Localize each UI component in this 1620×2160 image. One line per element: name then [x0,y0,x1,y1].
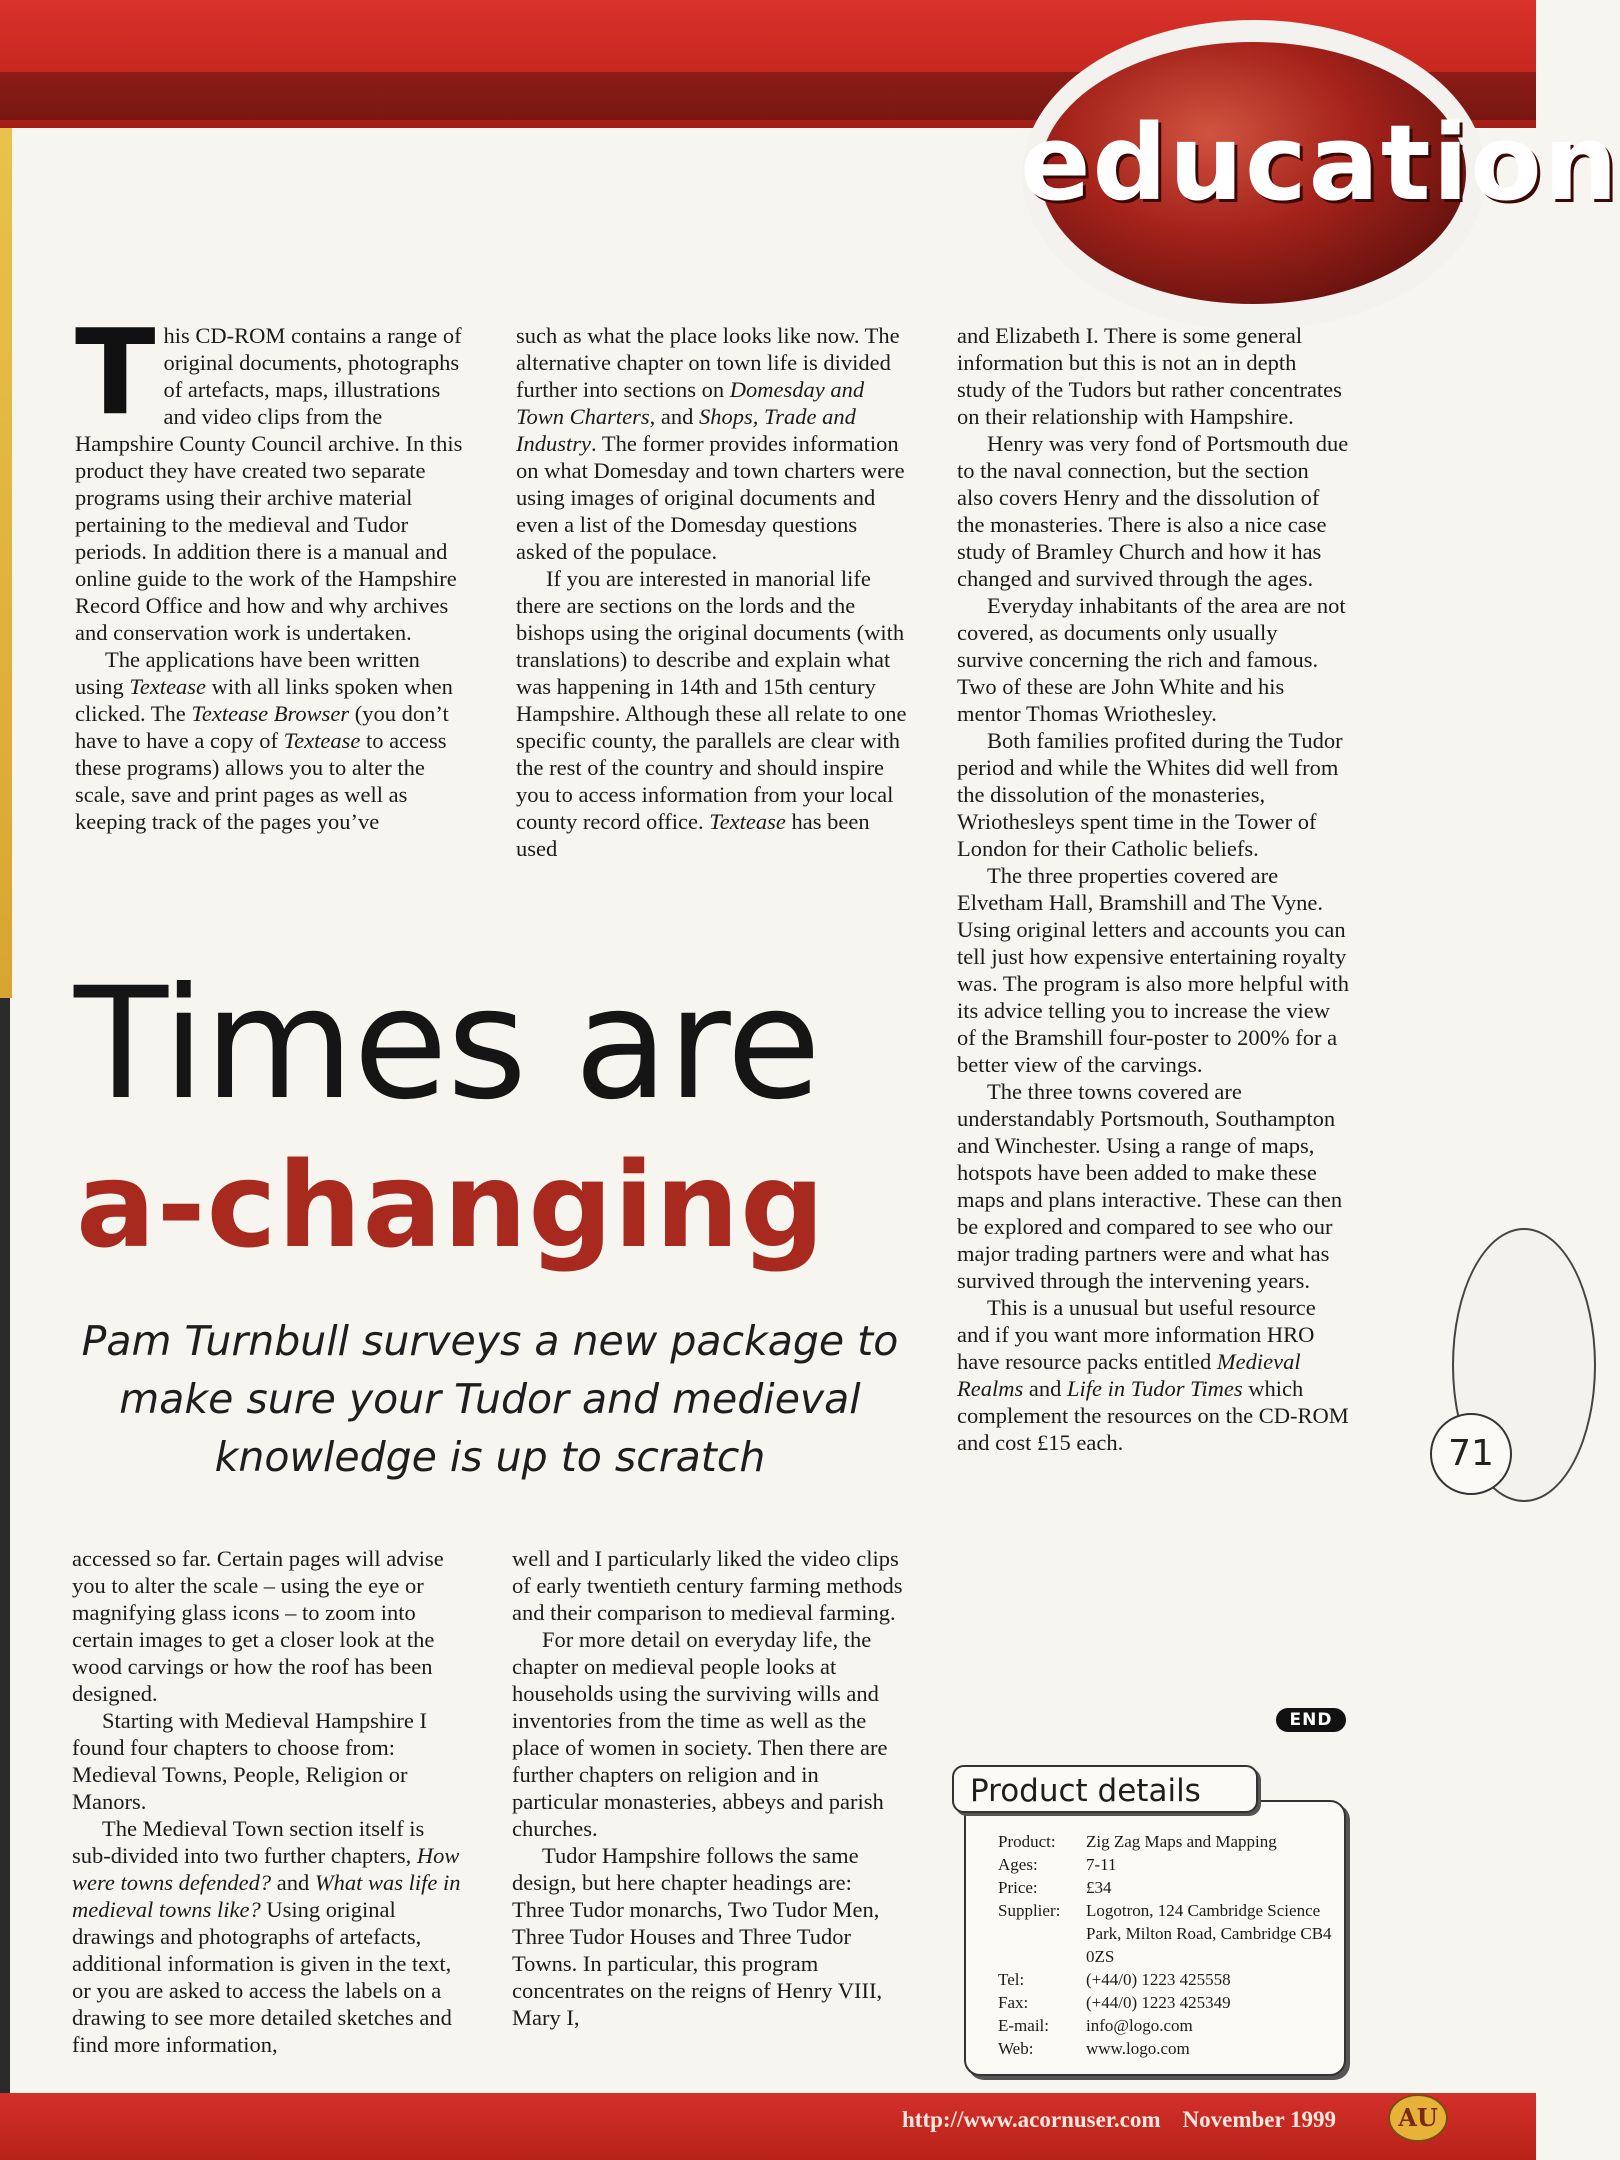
product-detail-key: Fax: [998,1993,1029,2012]
paragraph: The applications have been written using Textease with all links spoken when clicked. The Textease Browser (you don’t have to have a copy of Textease to access these programs) allows you to alter the scale, save and print pages as well as keeping track of the pages you’ve [75,647,453,834]
product-detail-value: Logotron, 124 Cambridge Science Park, Milton Road, Cambridge CB4 0ZS [1086,1901,1332,1966]
product-detail-key: Web: [998,2039,1034,2058]
product-detail-value: £34 [1086,1878,1112,1897]
standfirst: Pam Turnbull surveys a new package to make sure your Tudor and medieval knowledge is up to scratch [81,1317,899,1481]
footer-date: November 1999 [1182,2107,1337,2132]
product-detail-key: Ages: [998,1855,1038,1874]
product-detail-value: (+44/0) 1223 425558 [1086,1970,1231,1989]
end-marker: END [1276,1708,1346,1732]
product-detail-row [998,1968,1338,1991]
product-detail-value: info@logo.com [1086,2016,1193,2035]
product-detail-key: Tel: [998,1970,1025,1989]
article-column-3 [957,322,1349,1456]
paragraph: well and I particularly liked the video clips of early twentieth century farming methods and their comparison to medieval farming. [512,1546,903,1625]
article-column-1-bottom [72,1545,464,2058]
product-detail-row [998,1991,1338,2014]
paragraph: his CD-ROM contains a range of original documents, photographs of artefacts, maps, illustrations and video clips from the Hampshire County Council archive. In this product they have created two separate programs using their archive material pertaining to the medieval and Tudor periods. In addition there is a manual and online guide to the work of the Hampshire Record Office and how and why archives and conservation work is undertaken. [75,323,463,645]
product-detail-value: 7-11 [1086,1855,1117,1874]
page-number: 71 [1430,1413,1512,1495]
product-detail-row [998,2014,1338,2037]
product-details-title: Product details [952,1765,1258,1813]
education-badge [1020,42,1620,304]
footer-text [902,2100,1372,2140]
acorn-user-logo: AU [1388,2094,1448,2142]
product-detail-row [998,1899,1338,1968]
product-detail-key: Price: [998,1878,1038,1897]
left-edge-strip [0,128,12,998]
left-edge-strip-dark [0,998,10,2093]
paragraph: such as what the place looks like now. The alternative chapter on town life is divided further into sections on Domesday and Town Charters, and Shops, Trade and Industry. The former provides information on what Domesday and town charters were using images of original documents and even a list of the Domesday questions asked of the populace. [516,323,905,564]
paragraph: Both families profited during the Tudor period and while the Whites did well from the dissolution of the monasteries, Wriothesleys spent time in the Tower of London for their Catholic beliefs. [957,728,1343,861]
product-detail-key: Product: [998,1832,1056,1851]
paragraph: The three properties covered are Elvetham Hall, Bramshill and The Vyne. Using original letters and accounts you can tell just how expensive entertaining royalty was. The program is also more helpful with its advice telling you to increase the view of the Bramshill four-poster to 200% for a better view of the carvings. [957,863,1350,1077]
product-detail-row [998,1830,1338,1853]
product-detail-value: Zig Zag Maps and Mapping [1086,1832,1277,1851]
article-column-1-top [75,303,467,835]
paragraph: Tudor Hampshire follows the same design, but here chapter headings are: Three Tudor monarchs, Two Tudor Men, Three Tudor Houses and Three Tudor Towns. In particular, this program concentrates on the reigns of Henry VIII, Mary I, [512,1843,883,2030]
paragraph: accessed so far. Certain pages will advise you to alter the scale – using the eye or magnifying glass icons – to zoom into certain images to get a closer look at the wood carvings or how the roof has been designed. [72,1546,444,1706]
paragraph: Henry was very fond of Portsmouth due to the naval connection, but the section also covers Henry and the dissolution of the monasteries. There is also a nice case study of Bramley Church and how it has changed and survived through the ages. [957,431,1349,591]
paragraph: Everyday inhabitants of the area are not covered, as documents only usually survive concerning the rich and famous. Two of these are John White and his mentor Thomas Wriothesley. [957,593,1346,726]
product-detail-row [998,1876,1338,1899]
paragraph: If you are interested in manorial life there are sections on the lords and the bishops using the original documents (with translations) to describe and explain what was happening in 14th and 15th century Hampshire. Although these all relate to one specific county, the parallels are clear with the rest of the country and should inspire you to access information from your local county record office. Textease has been used [516,566,907,861]
paragraph: The three towns covered are understandably Portsmouth, Southampton and Winchester. Using a range of maps, hotspots have been added to make these maps and plans interactive. These can then be explored and compared to see who our major trading partners were and what has survived through the intervening years. [957,1079,1343,1293]
headline-line-2: a-changing [76,1136,826,1274]
paragraph: For more detail on everyday life, the chapter on medieval people looks at households using the surviving wills and inventories from the time as well as the place of women in society. Then there are further chapters on religion and in particular monasteries, abbeys and parish churches. [512,1627,888,1841]
product-details-table [998,1830,1338,2060]
headline-line-1: Times are [74,955,821,1134]
footer-url: http://www.acornuser.com [902,2107,1161,2132]
product-detail-key: E-mail: [998,2016,1049,2035]
paragraph: Starting with Medieval Hampshire I found four chapters to choose from: Medieval Towns, People, Religion or Manors. [72,1708,427,1814]
product-detail-key: Supplier: [998,1901,1061,1920]
education-badge-text: education [1020,102,1620,224]
article-column-2-bottom [512,1545,904,2031]
drop-cap: T [75,303,156,441]
article-column-2-top [516,322,908,862]
product-detail-row [998,2037,1338,2060]
paragraph: The Medieval Town section itself is sub-divided into two further chapters, How were towns defended? and What was life in medieval towns like? Using original drawings and photographs of artefacts, additional information is given in the text, or you are asked to access the labels on a drawing to see more detailed sketches and find more information, [72,1816,461,2057]
paragraph: and Elizabeth I. There is some general information but this is not an in depth study of the Tudors but rather concentrates on their relationship with Hampshire. [957,323,1342,429]
product-detail-row [998,1853,1338,1876]
paragraph: This is a unusual but useful resource and if you want more information HRO have resource packs entitled Medieval Realms and Life in Tudor Times which complement the resources on the CD-ROM and cost £15 each. [957,1295,1349,1455]
product-detail-value: www.logo.com [1086,2039,1190,2058]
product-detail-value: (+44/0) 1223 425349 [1086,1993,1231,2012]
